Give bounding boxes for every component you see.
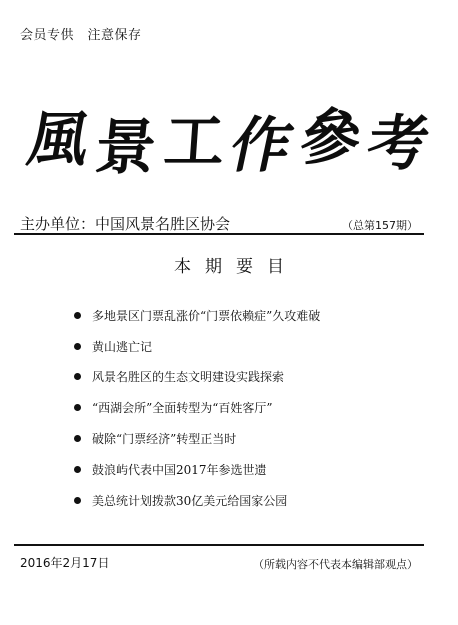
masthead-char: 風 — [22, 105, 95, 175]
publication-date: 2016年2月17日 — [20, 556, 110, 570]
bullet-icon — [74, 404, 81, 411]
toc-item — [74, 331, 320, 362]
toc-item — [74, 454, 320, 485]
notice-label: 会员专供 注意保存 — [20, 28, 142, 43]
masthead-title — [22, 84, 435, 183]
masthead-char: 作 — [224, 111, 300, 181]
toc-item — [74, 392, 320, 423]
bullet-icon — [74, 497, 81, 504]
toc-item — [74, 423, 320, 454]
toc-item-title: 黄山逃亡记 — [92, 339, 153, 354]
bottom-divider — [14, 544, 424, 546]
table-of-contents — [74, 300, 320, 516]
bullet-icon — [74, 312, 81, 319]
toc-item — [74, 485, 320, 516]
disclaimer-note: （所载内容不代表本编辑部观点） — [253, 558, 418, 571]
toc-item-title: 多地景区门票乱涨价“门票依赖症”久攻难破 — [92, 308, 321, 323]
toc-item-title: 破除“门票经济”转型正当时 — [92, 432, 237, 447]
toc-item-title: “西湖会所”全面转型为“百姓客厅” — [92, 401, 273, 416]
bullet-icon — [74, 435, 81, 442]
bullet-icon — [74, 373, 81, 380]
masthead-char: 考 — [361, 109, 435, 179]
bullet-icon — [74, 343, 81, 350]
toc-item-title: 美总统计划拨款30亿美元给国家公园 — [92, 493, 288, 508]
masthead-char: 參 — [295, 103, 366, 173]
top-divider — [14, 233, 424, 235]
toc-item-title: 鼓浪屿代表中国2017年参选世遗 — [92, 462, 267, 477]
contents-heading: 本期要目 — [174, 257, 298, 277]
organizer-line: 主办单位：中国风景名胜区协会 — [20, 215, 231, 233]
toc-item — [74, 300, 320, 331]
issue-number: （总第157期） — [342, 219, 418, 232]
masthead-char: 工 — [161, 107, 227, 177]
bullet-icon — [74, 466, 81, 473]
toc-item-title: 风景名胜区的生态文明建设实践探索 — [92, 370, 285, 385]
masthead-char: 景 — [91, 113, 160, 183]
toc-item — [74, 362, 320, 393]
